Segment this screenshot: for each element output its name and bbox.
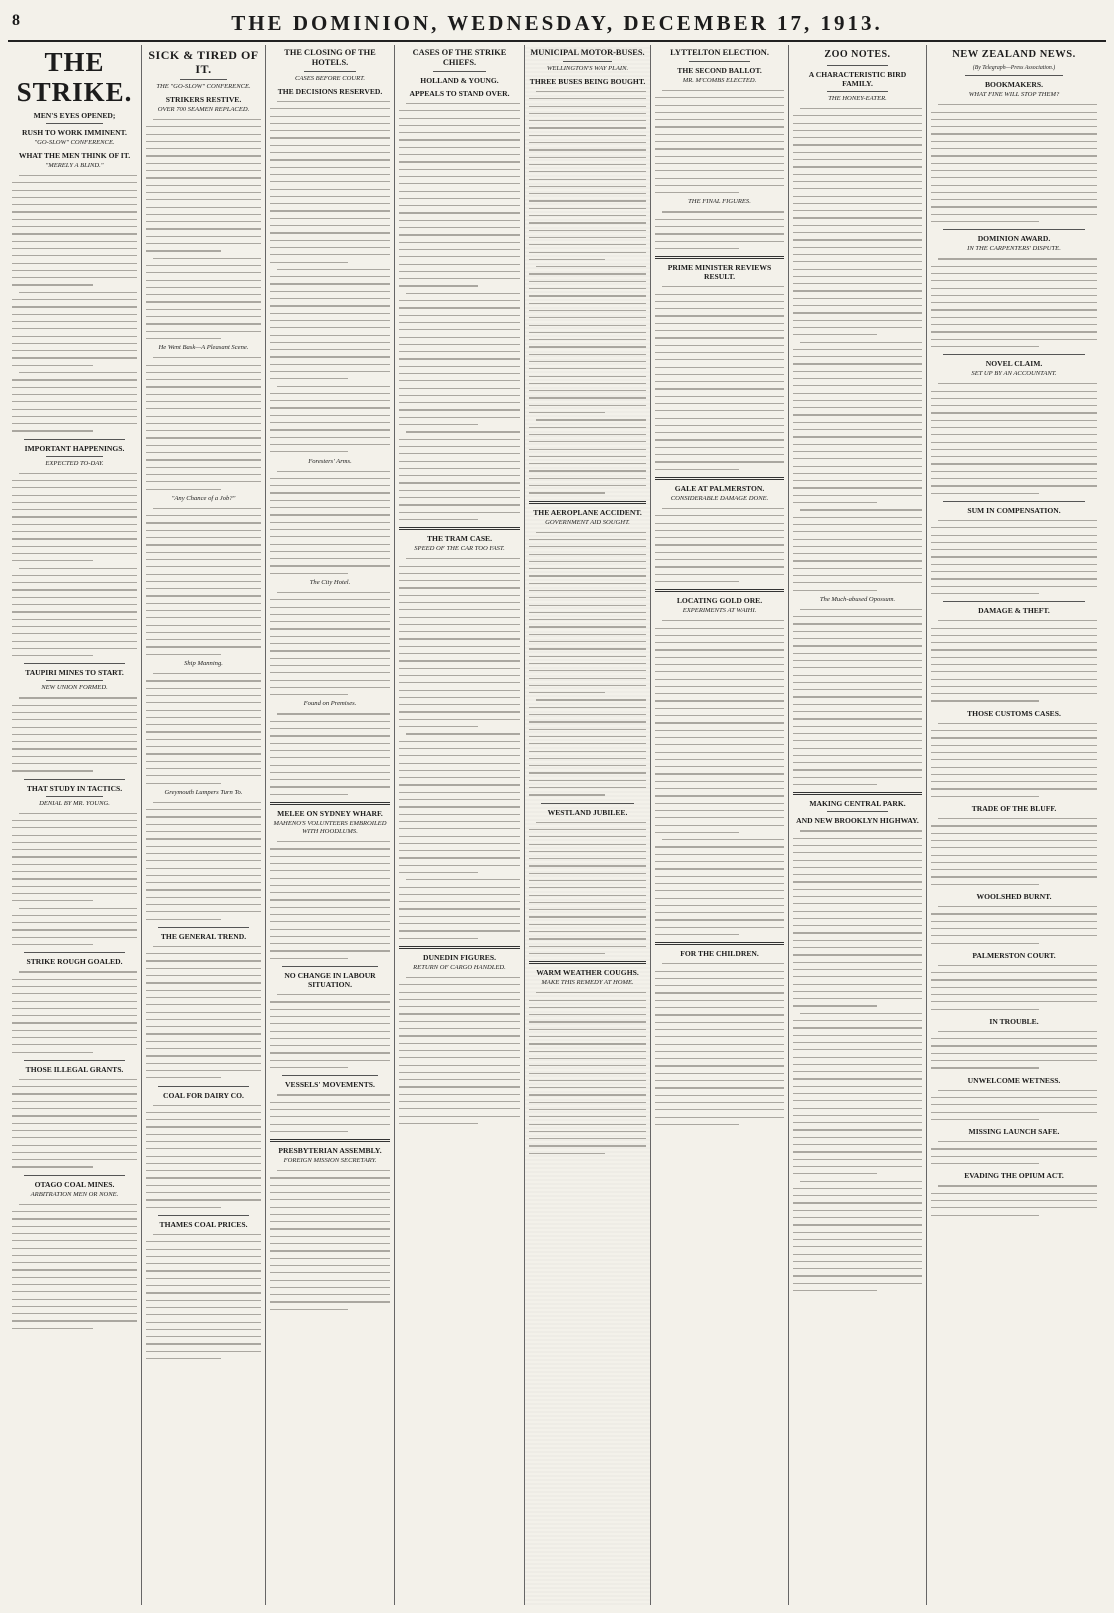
article-body (270, 710, 390, 798)
article-body (793, 105, 922, 594)
article-body (146, 354, 261, 493)
section-heading: PRESBYTERIAN ASSEMBLY. (278, 1146, 382, 1156)
subhead: RUSH TO WORK IMMINENT. (22, 128, 127, 137)
subhead: GOVERNMENT AID SOUGHT. (545, 518, 630, 526)
divider (24, 1175, 125, 1176)
section-heading: DOMINION AWARD. (977, 234, 1051, 244)
article-body (931, 1182, 1097, 1218)
section-heading: NO CHANGE IN LABOUR SITUATION. (284, 971, 376, 990)
divider (529, 501, 646, 504)
column-zoo-notes (789, 45, 927, 1605)
section-heading: THAMES COAL PRICES. (159, 1219, 248, 1229)
subhead: OVER 700 SEAMEN REPLACED. (157, 106, 250, 113)
article-body (12, 968, 137, 1056)
subhead: CASES BEFORE COURT. (294, 75, 366, 82)
subhead: MAKE THIS REMEDY AT HOME. (541, 979, 634, 987)
article-body (793, 606, 922, 788)
section-heading: TAUPIRI MINES TO START. (25, 668, 124, 678)
article-body (270, 98, 390, 456)
subhead: A CHARACTERISTIC BIRD FAMILY. (808, 70, 907, 88)
section-heading: STRIKE ROUGH GOALED. (26, 957, 123, 967)
article-body (931, 1138, 1097, 1167)
section-heading: PALMERSTON COURT. (972, 950, 1056, 960)
article-body (146, 943, 261, 1082)
article-body (399, 555, 520, 942)
article-body (529, 819, 646, 958)
article-body (655, 208, 784, 252)
article-body (931, 1087, 1097, 1123)
divider (529, 961, 646, 964)
divider (24, 779, 125, 780)
subhead: THE DECISIONS RESERVED. (277, 87, 383, 96)
article-body (399, 100, 520, 523)
divider (270, 1139, 390, 1142)
article-body (931, 617, 1097, 705)
subhead: EXPECTED TO-DAY. (45, 459, 104, 467)
article-body (12, 470, 137, 660)
subhead: "MERELY A BLIND." (45, 162, 104, 169)
subhead: HOLLAND & YOUNG. (420, 76, 499, 85)
article-body (793, 827, 922, 1294)
subhead: AND NEW BROOKLYN HIGHWAY. (796, 816, 919, 826)
article-body (270, 468, 390, 577)
subhead: STRIKERS RESTIVE. (165, 95, 242, 104)
section-heading: IN TROUBLE. (989, 1016, 1039, 1026)
article-body (12, 1076, 137, 1171)
section-heading: OTAGO COAL MINES. (34, 1179, 115, 1189)
subhead: THE HONEY-EATER. (828, 95, 887, 102)
divider (24, 439, 125, 440)
section-heading: VESSELS' MOVEMENTS. (285, 1080, 375, 1090)
section-heading: MISSING LAUNCH SAFE. (968, 1127, 1060, 1137)
subhead: WHAT THE MEN THINK OF IT. (18, 151, 131, 160)
divider (965, 75, 1063, 76)
article-body (931, 720, 1097, 800)
article-body (931, 903, 1097, 947)
headline-the-strike: THE STRIKE. (16, 47, 133, 107)
section-heading: IMPORTANT HAPPENINGS. (24, 443, 125, 453)
section-heading: LOCATING GOLD ORE. (676, 596, 763, 606)
subhead: CONSIDERABLE DAMAGE DONE. (670, 494, 769, 502)
subhead: IN THE CARPENTERS' DISPUTE. (967, 245, 1061, 253)
headline-nz-news: NEW ZEALAND NEWS. (952, 49, 1076, 60)
article-body (931, 255, 1097, 350)
divider (563, 61, 612, 62)
article-body (931, 517, 1097, 597)
article-body (931, 1028, 1097, 1072)
divider (304, 71, 356, 72)
section-heading: WESTLAND JUBILEE. (547, 807, 628, 817)
article-body (529, 989, 646, 1157)
section-heading: TRADE OF THE BLUFF. (971, 804, 1057, 814)
divider (943, 354, 1085, 355)
section-heading: DUNEDIN FIGURES. (423, 952, 496, 962)
article-body (12, 810, 137, 949)
section-heading: THE TRAM CASE. (426, 534, 493, 544)
subhead: THE "GO-SLOW" CONFERENCE. (156, 83, 251, 90)
divider (24, 1060, 125, 1061)
subhead: The Much-abused Opossum. (819, 595, 896, 603)
subhead: Ship Manning. (184, 660, 223, 668)
divider (180, 79, 227, 80)
article-body (931, 962, 1097, 1013)
section-heading: SUM IN COMPENSATION. (967, 505, 1061, 515)
columns (8, 45, 1106, 1605)
headline-zoo-notes: ZOO NOTES. (824, 49, 891, 60)
divider (46, 456, 103, 457)
masthead (8, 6, 1106, 42)
section-heading: DAMAGE & THEFT. (978, 606, 1050, 616)
article-body (399, 974, 520, 1127)
article-body (270, 589, 390, 698)
section-heading: THOSE ILLEGAL GRANTS. (25, 1064, 124, 1074)
column-strike (8, 45, 142, 1605)
divider (655, 942, 784, 945)
subhead: MR. M'COMBS ELECTED. (682, 77, 757, 84)
section-heading: FOR THE CHILDREN. (680, 949, 759, 959)
section-heading: WARM WEATHER COUGHS. (536, 968, 639, 978)
divider (46, 796, 103, 797)
subhead: WHAT FINE WILL STOP THEM? (968, 91, 1060, 99)
subhead: SET UP BY AN ACCOUNTANT. (971, 370, 1057, 378)
section-heading: MAKING CENTRAL PARK. (809, 799, 906, 809)
subhead: Greymouth Lumpers Turn To. (164, 788, 243, 796)
subhead: Found on Premises. (303, 700, 357, 708)
divider (399, 527, 520, 530)
subhead: ARBITRATION MEN OR NONE. (30, 1190, 119, 1198)
divider (943, 229, 1085, 230)
page-number: 8 (12, 12, 20, 29)
article-body (12, 172, 137, 435)
subhead: Foresters' Arms. (308, 457, 352, 465)
divider (158, 1086, 249, 1087)
subhead: "GO-SLOW" CONFERENCE. (34, 139, 115, 146)
article-body (146, 505, 261, 658)
section-heading: MELEE ON SYDNEY WHARF. (277, 809, 383, 819)
subhead: He Went Bask—A Pleasant Scene. (158, 344, 249, 352)
headline-motor-buses: MUNICIPAL MOTOR-BUSES. (530, 48, 645, 57)
article-body (655, 617, 784, 938)
article-body (12, 694, 137, 774)
divider (282, 966, 378, 967)
section-heading: BOOKMAKERS. (984, 80, 1043, 90)
section-heading: GALE AT PALMERSTON. (674, 483, 765, 493)
article-body (270, 1167, 390, 1313)
newspaper-title: THE DOMINION, WEDNESDAY, DECEMBER 17, 1913. (231, 10, 883, 35)
subhead: APPEALS TO STAND OVER. (409, 89, 510, 98)
column-nz-news (927, 45, 1101, 1605)
subhead: THE FINAL FIGURES. (688, 198, 751, 206)
headline-strike-chiefs: CASES OF THE STRIKE CHIEFS. (412, 48, 507, 67)
subhead: DENIAL BY MR. YOUNG. (39, 799, 110, 807)
divider (793, 792, 922, 795)
article-body (931, 101, 1097, 225)
article-body (270, 991, 390, 1071)
article-body (12, 1201, 137, 1332)
divider (399, 946, 520, 949)
article-body (270, 1091, 390, 1135)
column-strike-chiefs (395, 45, 525, 1605)
article-body (146, 1231, 261, 1362)
article-body (146, 1102, 261, 1211)
divider (433, 71, 486, 72)
section-heading: EVADING THE OPIUM ACT. (964, 1171, 1064, 1181)
article-body (146, 670, 261, 787)
column-sick-tired (142, 45, 266, 1605)
subhead: "Any Chance of a Job?" (171, 494, 236, 502)
article-body (655, 505, 784, 585)
article-body (529, 529, 646, 799)
divider (655, 477, 784, 480)
divider (943, 601, 1085, 602)
subhead: THREE BUSES BEING BOUGHT. (529, 77, 646, 86)
divider (282, 1075, 378, 1076)
press-credit: (By Telegraph—Press Association.) (972, 65, 1056, 71)
divider (158, 1215, 249, 1216)
subhead: MAHENO'S VOLUNTEERS EMBROILED WITH HOODLUMS. (273, 820, 387, 836)
section-heading: NOVEL CLAIM. (985, 359, 1043, 369)
subhead: NEW UNION FORMED. (41, 684, 108, 692)
section-heading: PRIME MINISTER REVIEWS RESULT. (667, 263, 772, 282)
article-body (655, 960, 784, 1128)
section-heading: COAL FOR DAIRY CO. (163, 1090, 244, 1100)
headline-lyttelton: LYTTELTON ELECTION. (670, 48, 769, 57)
divider (270, 802, 390, 805)
divider (655, 589, 784, 592)
subhead: SPEED OF THE CAR TOO FAST. (414, 545, 505, 553)
column-lyttelton (651, 45, 789, 1605)
article-body (270, 838, 390, 962)
subhead: FOREIGN MISSION SECRETARY. (283, 1157, 377, 1165)
article-body (655, 87, 784, 196)
section-heading: THE GENERAL TREND. (160, 931, 247, 941)
divider (158, 927, 249, 928)
divider (46, 123, 103, 124)
subhead: EXPERIMENTS AT WAIHI. (682, 607, 757, 615)
article-body (146, 116, 261, 342)
divider (689, 61, 750, 62)
article-body (655, 283, 784, 473)
divider (655, 256, 784, 259)
article-body (529, 88, 646, 497)
divider (24, 952, 125, 953)
headline-sick-tired: SICK & TIRED OF IT. (148, 48, 259, 76)
article-body (931, 815, 1097, 888)
divider (827, 811, 888, 812)
subhead: WELLINGTON'S WAY PLAIN. (546, 65, 629, 72)
section-heading: THAT STUDY IN TACTICS. (26, 783, 123, 793)
divider (24, 663, 125, 664)
subhead: THE SECOND BALLOT. (677, 66, 762, 75)
section-heading: UNWELCOME WETNESS. (967, 1075, 1061, 1085)
subhead: RETURN OF CARGO HANDLED. (413, 963, 506, 971)
section-heading: WOOLSHED BURNT. (976, 892, 1052, 902)
headline-closing-hotels: THE CLOSING OF THE HOTELS. (284, 48, 376, 67)
divider (541, 803, 634, 804)
column-motor-buses (525, 45, 651, 1605)
divider (46, 680, 103, 681)
divider (827, 91, 888, 92)
divider (943, 501, 1085, 502)
divider (827, 65, 888, 66)
column-hotels (266, 45, 395, 1605)
article-body (146, 799, 261, 923)
section-heading: THE AEROPLANE ACCIDENT. (533, 507, 642, 517)
article-body (931, 380, 1097, 497)
section-heading: THOSE CUSTOMS CASES. (967, 708, 1061, 718)
subhead: MEN'S EYES OPENED; (33, 111, 116, 120)
subhead: The City Hotel. (309, 579, 351, 586)
